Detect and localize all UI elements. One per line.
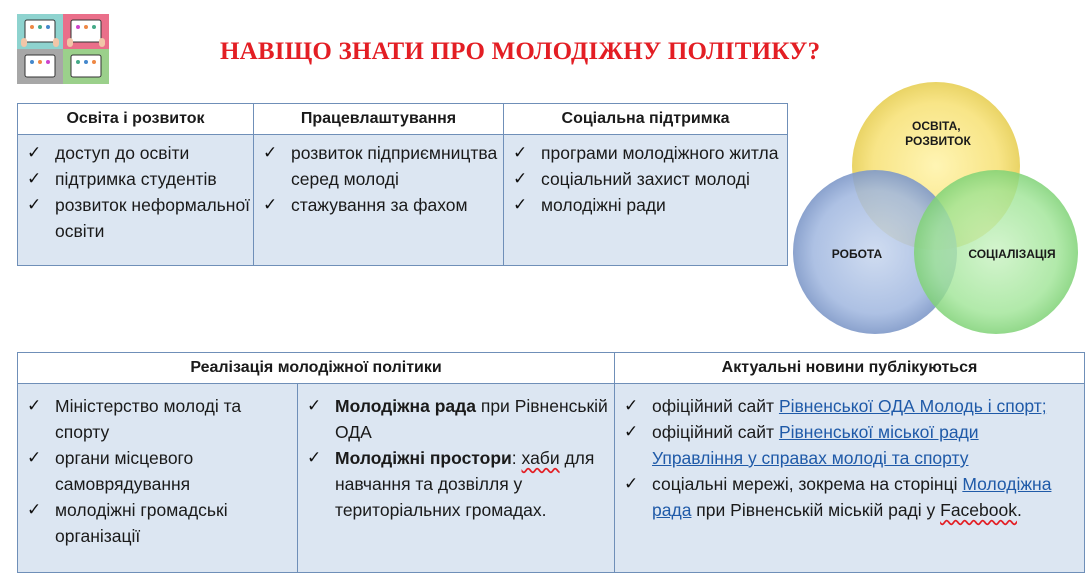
venn-label-work: РОБОТА [831,247,883,261]
checkmark-icon: ✓ [513,169,528,188]
column-header-news: Актуальні новини публікуються [615,353,1085,384]
list-item: ✓ молодіжні ради [504,192,787,218]
link-rivne-oda-youth-sport[interactable]: Рівненської ОДА Молодь і спорт; [778,396,1047,416]
employment-cell [254,135,504,266]
venn-diagram [790,80,1090,340]
checkmark-icon: ✓ [27,396,42,415]
list-item: ✓ соціальний захист молоді [504,166,787,192]
list-item: ✓ розвиток підприємництва серед молоді [254,140,503,192]
column-header-education: Освіта і розвиток [18,104,254,135]
tablets-grid-icon [17,14,109,84]
news-sources-cell [615,384,1085,573]
bottom-table [17,352,1085,573]
checkmark-icon: ✓ [27,500,42,519]
list-item: ✓ Молодіжні простори: хаби для навчання та дозвілля у територіальних громадах. [298,445,614,523]
youth-council-cell [298,384,615,573]
link-youth-sport-department[interactable]: Управління у справах молоді та спорту [652,448,969,468]
checkmark-icon: ✓ [27,448,42,467]
link-youth-council[interactable]: Молодіжна рада [652,474,1052,520]
link-rivne-city-council[interactable]: Рівненської міської ради [778,422,979,442]
checkmark-icon: ✓ [624,474,639,493]
venn-label-socialization: СОЦІАЛІЗАЦІЯ [968,247,1056,261]
list-item: ✓ офіційний сайт Рівненської міської ради Управління у справах молоді та спорту [615,419,1084,471]
checkmark-icon: ✓ [27,169,42,188]
list-item: ✓ програми молодіжного житла [504,140,787,166]
education-cell [18,135,254,266]
column-header-employment: Працевлаштування [254,104,504,135]
checkmark-icon: ✓ [263,143,278,162]
list-item: ✓ розвиток неформальної освіти [18,192,253,244]
implementation-bodies-cell [18,384,298,573]
list-item: ✓ офіційний сайт Рівненської ОДА Молодь і спорт; [615,393,1084,419]
list-item: ✓ Міністерство молоді та спорту [18,393,297,445]
list-item: ✓ Молодіжна рада при Рівненській ОДА [298,393,614,445]
checkmark-icon: ✓ [624,422,639,441]
checkmark-icon: ✓ [263,195,278,214]
column-header-social-support: Соціальна підтримка [504,104,788,135]
list-item: ✓ органи місцевого самоврядування [18,445,297,497]
social-support-cell [504,135,788,266]
list-item: ✓ молодіжні громадські організації [18,497,297,549]
list-item: ✓ підтримка студентів [18,166,253,192]
list-item: ✓ доступ до освіти [18,140,253,166]
top-table [17,103,788,266]
checkmark-icon: ✓ [307,448,322,467]
checkmark-icon: ✓ [27,195,42,214]
venn-label-education: ОСВІТА, РОЗВИТОК [905,119,971,148]
checkmark-icon: ✓ [624,396,639,415]
page-title: НАВІЩО ЗНАТИ ПРО МОЛОДІЖНУ ПОЛІТИКУ? [220,38,821,65]
checkmark-icon: ✓ [513,195,528,214]
column-header-implementation: Реалізація молодіжної політики [18,353,615,384]
checkmark-icon: ✓ [27,143,42,162]
list-item: ✓ соціальні мережі, зокрема на сторінці Молодіжна рада при Рівненській міській раді у Facebook. [615,471,1084,523]
checkmark-icon: ✓ [513,143,528,162]
list-item: ✓ стажування за фахом [254,192,503,218]
facebook-text: Facebook [940,500,1017,520]
checkmark-icon: ✓ [307,396,322,415]
